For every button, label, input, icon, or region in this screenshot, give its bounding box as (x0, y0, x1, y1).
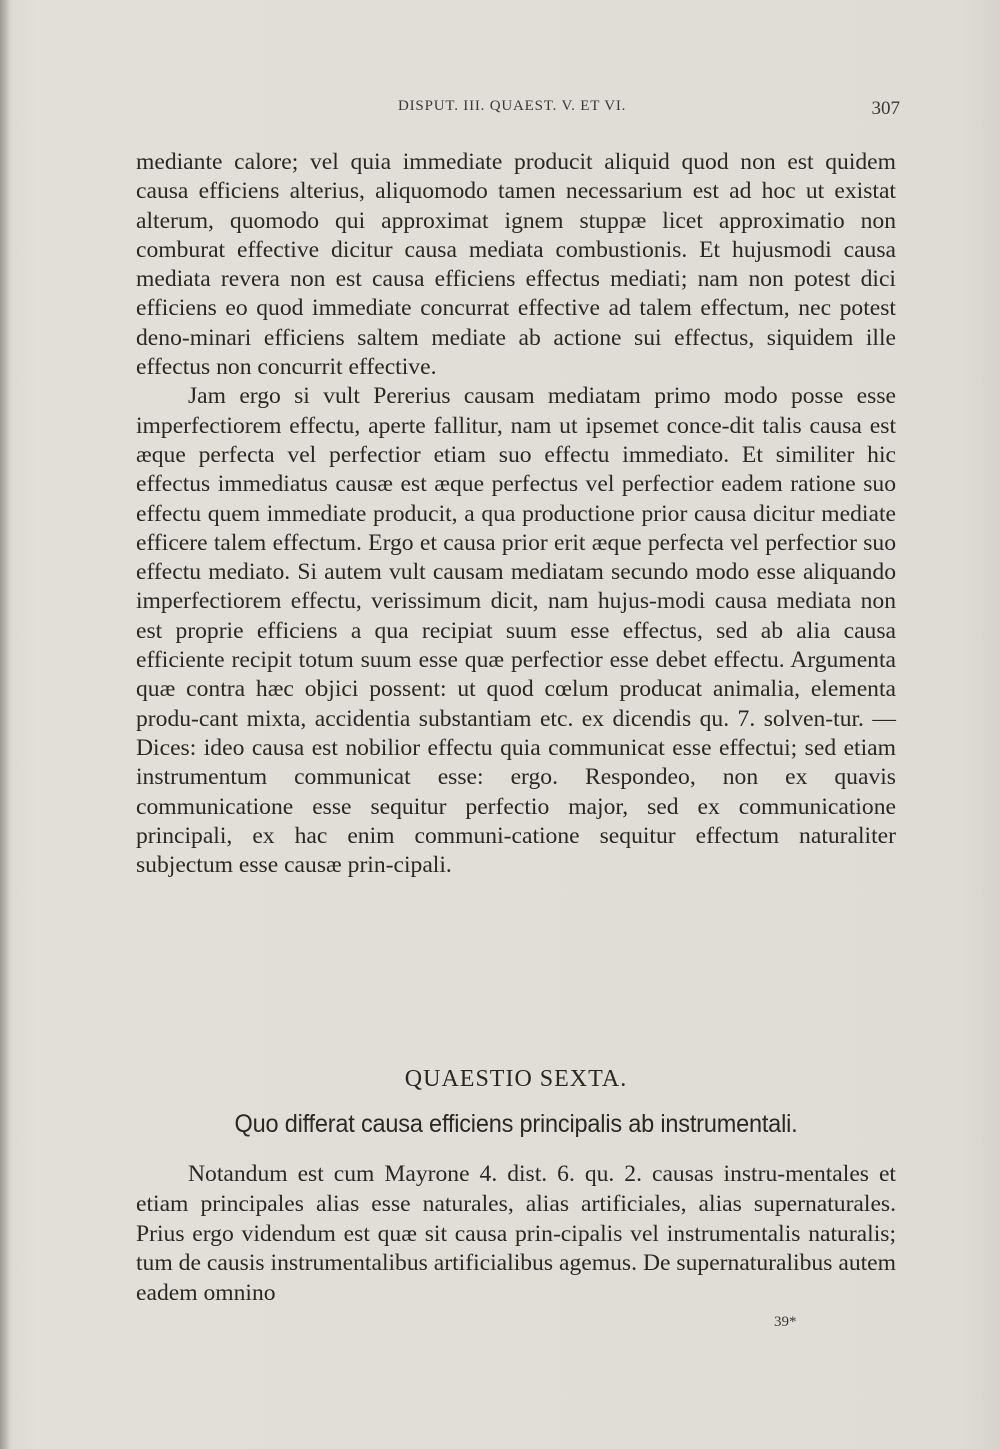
running-head (140, 98, 900, 128)
paragraph-continued: mediante calore; vel quia immediate producit aliquid quod non est quidem causa efficiens alterius, aliquomodo tamen necessarium est ad hoc ut existat alterum, quomodo qui approximat ignem stuppæ licet approximatio non comburat effective dicitur causa mediata combustionis. Et hujusmodi causa mediata revera non est causa efficiens effectus mediati; nam non potest dici efficiens eo quod immediate concurrat effective ad talem effectum, nec potest deno-minari efficiens saltem mediate ab actione sui effectus, siquidem ille effectus non concurrit effective. (136, 149, 896, 381)
page-edge-shadow (0, 0, 10, 1449)
page-number: 307 (871, 98, 900, 119)
running-title: DISPUT. III. QUAEST. V. ET VI. (398, 98, 627, 114)
section-body-text (136, 1160, 896, 1309)
section-heading: QUAESTIO SEXTA. (404, 1066, 628, 1092)
printer-signature: 39* (774, 1314, 797, 1330)
paragraph-pererius: Jam ergo si vult Pererius causam mediatam primo modo posse esse imperfectiorem effectu, aperte fallitur, nam ut ipsemet conce-dit talis causa est æque perfecta vel perfectior etiam suo effectu immediato. Et similiter hic effectus immediatus causæ est æque perfectus vel perfectior eadem ratione suo effectu quem immediate producit, a qua productione prior causa dicitur mediate efficere talem effectum. Ergo et causa prior erit æque perfecta vel perfectior suo effectu mediato. Si autem vult causam mediatam secundo modo esse aliquando imperfectiorem effectu, verissimum dicit, nam hujus-modi causa mediata non est proprie efficiens a qua recipiat suum esse effectus, sed ab alia causa efficiente recipit totum suum esse quæ perfectior esse debet effectu. Argumenta quæ contra hæc objici possent: ut quod cœlum producat animalia, elementa produ-cant mixta, accidentia substantiam etc. ex dicendis qu. 7. solven-tur. — Dices: ideo causa est nobilior effectu quia communicat esse effectui; sed etiam instrumentum communicat esse: ergo. Respondeo, non ex quavis communicatione esse sequitur perfectio major, sed ex communicatione principali, ex hac enim communi-catione sequitur effectum naturaliter subjectum esse causæ prin-cipali. (136, 383, 896, 879)
section-subheading: Quo differat causa efficiens principalis ab instrumentali. (234, 1110, 798, 1138)
body-text (136, 148, 896, 880)
paragraph-notandum: Notandum est cum Mayrone 4. dist. 6. qu. 2. causas instru-mentales et etiam principales alias esse naturales, alias artificiales, alias supernaturales. Prius ergo videndum est quæ sit causa prin-cipalis vel instrumentalis naturalis; tum de causis instrumentalibus artificialibus agemus. De supernaturalibus autem eadem omnino (136, 1161, 896, 1307)
